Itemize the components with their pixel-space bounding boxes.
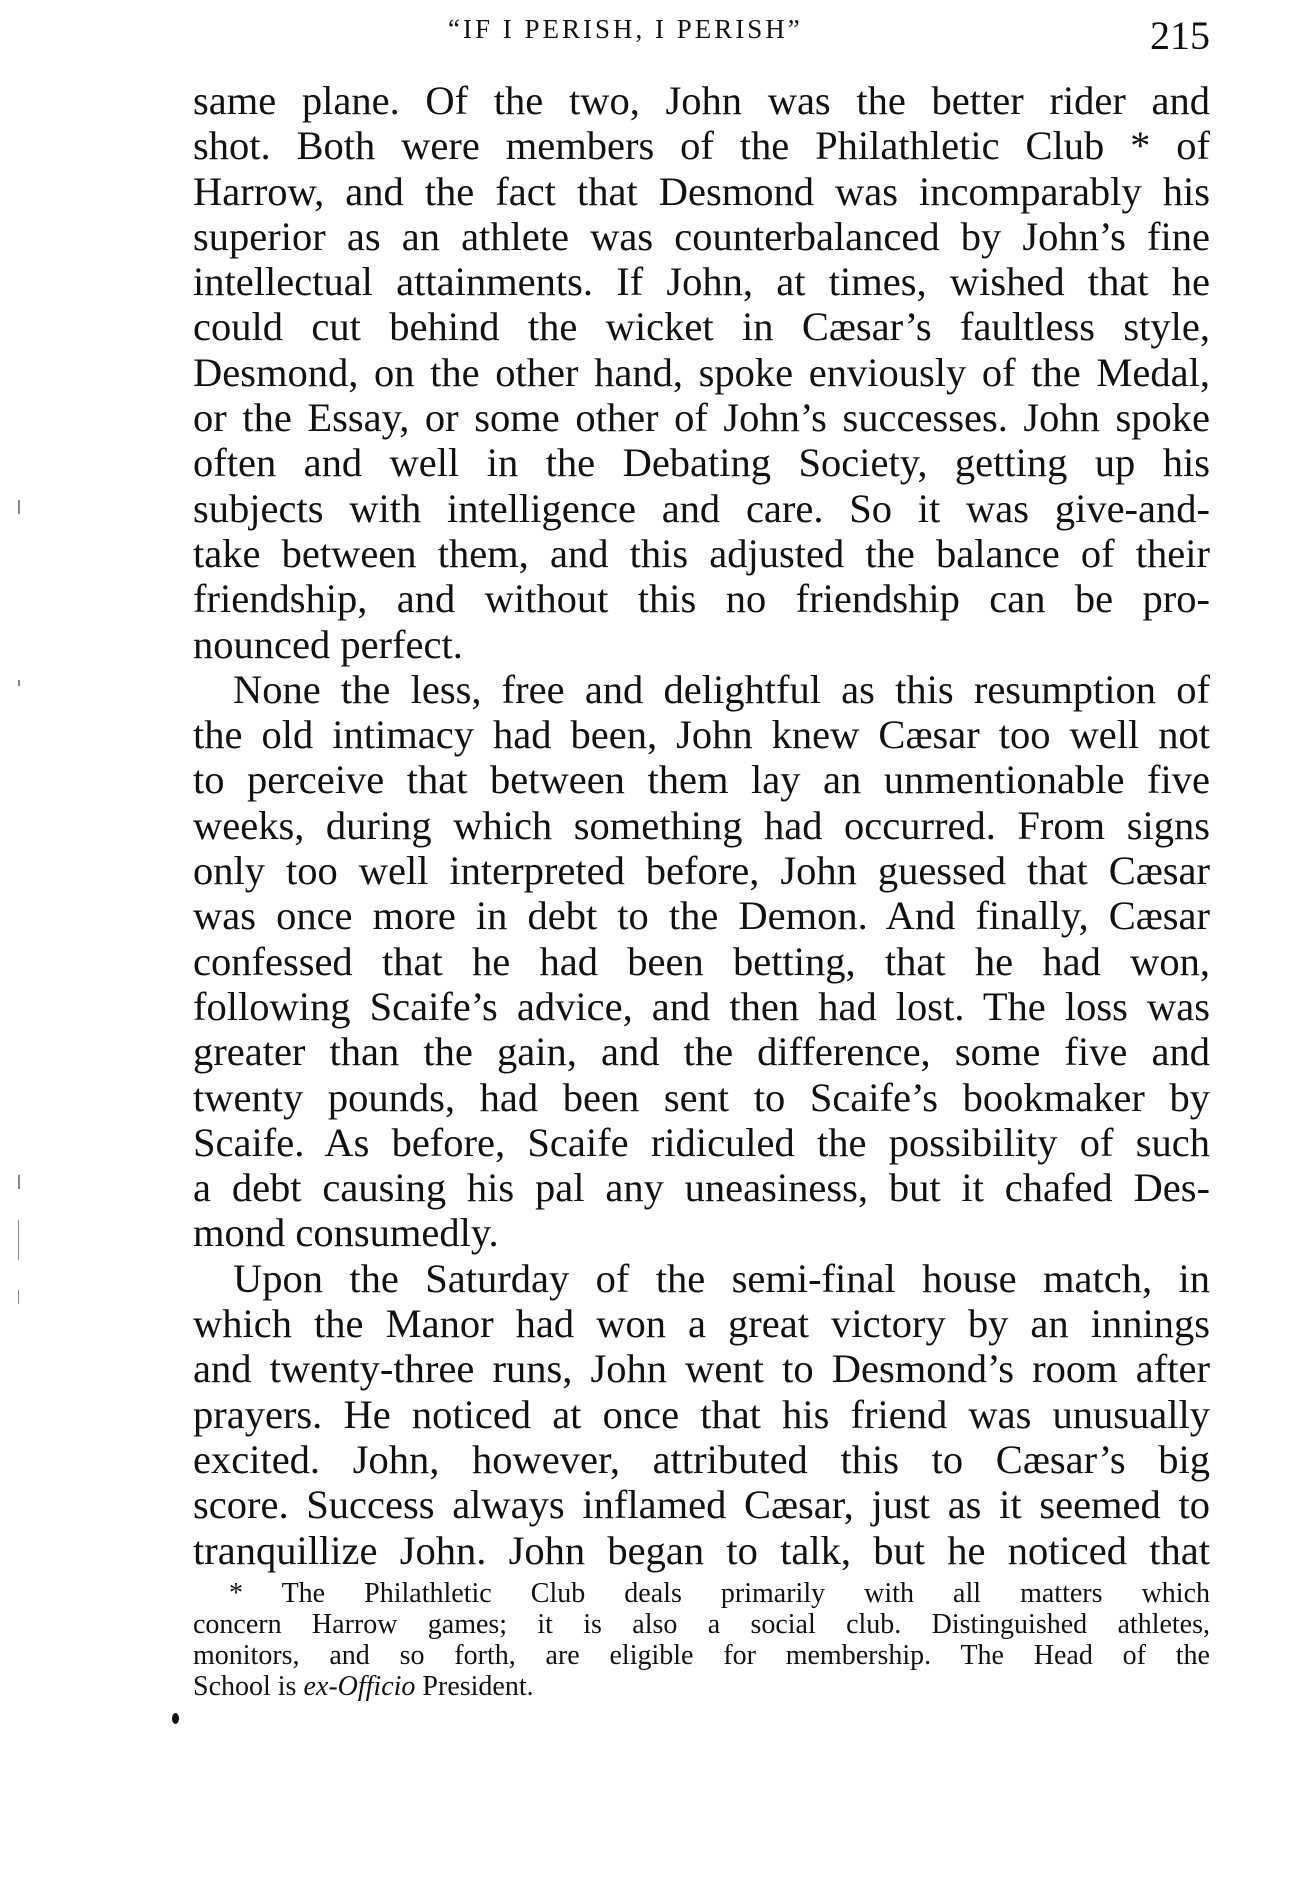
text-line: weeks, during which something had occurred. From signs	[193, 802, 1210, 848]
text-line: which the Manor had won a great victory by an innings	[193, 1301, 1210, 1347]
footnote-line: concern Harrow games; it is also a social club. Distinguished athletes,	[193, 1609, 1210, 1640]
text-line: excited. John, however, attributed this to Cæsar’s big	[193, 1436, 1210, 1482]
text-line: take between them, and this adjusted the balance of their	[193, 530, 1210, 576]
margin-mark	[18, 680, 20, 686]
text-line: intellectual attainments. If John, at times, wished that he	[193, 259, 1210, 305]
text-line: score. Success always inflamed Cæsar, just as it seemed to	[193, 1482, 1210, 1528]
text-line: superior as an athlete was counterbalanced by John’s fine	[193, 213, 1210, 259]
text-line: to perceive that between them lay an unmentionable five	[193, 757, 1210, 803]
text-line: a debt causing his pal any uneasiness, but it chafed Des-	[193, 1165, 1210, 1211]
footnote-line	[193, 1671, 1210, 1702]
margin-mark	[18, 1220, 19, 1260]
ink-dot	[172, 1713, 179, 1724]
text-line: None the less, free and delightful as this resumption of	[233, 666, 1210, 712]
text-line: greater than the gain, and the difference, some five and	[193, 1029, 1210, 1075]
text-line: the old intimacy had been, John knew Cæsar too well not	[193, 712, 1210, 758]
margin-mark	[18, 1290, 19, 1304]
text-line: Harrow, and the fact that Desmond was incomparably his	[193, 168, 1210, 214]
margin-mark	[18, 500, 20, 514]
footnote-text: President.	[415, 1671, 534, 1702]
text-line: prayers. He noticed at once that his friend was unusually	[193, 1391, 1210, 1437]
page-number: 215	[1150, 13, 1210, 58]
text-line: only too well interpreted before, John guessed that Cæsar	[193, 848, 1210, 894]
text-line: often and well in the Debating Society, getting up his	[193, 440, 1210, 486]
text-line: tranquillize John. John began to talk, but he noticed that	[193, 1527, 1210, 1573]
text-line: mond consumedly.	[193, 1210, 499, 1256]
footnote-italic-text: ex-Officio	[303, 1671, 416, 1702]
body-text	[193, 78, 1210, 1573]
footnote-line: monitors, and so forth, are eligible for membership. The Head of the	[193, 1640, 1210, 1671]
text-line: shot. Both were members of the Philathletic Club * of	[193, 123, 1210, 169]
text-line: Upon the Saturday of the semi-final house match, in	[233, 1255, 1210, 1301]
text-line: Scaife. As before, Scaife ridiculed the possibility of such	[193, 1119, 1210, 1165]
footnote	[193, 1578, 1210, 1702]
running-title: “IF I PERISH, I PERISH”	[448, 14, 803, 44]
text-line: friendship, and without this no friendship can be pro-	[193, 576, 1210, 622]
text-line: and twenty-three runs, John went to Desmond’s room after	[193, 1346, 1210, 1392]
text-line: confessed that he had been betting, that he had won,	[193, 938, 1210, 984]
text-line: nounced perfect.	[193, 621, 463, 667]
text-line: was once more in debt to the Demon. And finally, Cæsar	[193, 893, 1210, 939]
footnote-text: School is	[193, 1671, 304, 1702]
margin-mark	[18, 1175, 20, 1189]
footnote-line: * The Philathletic Club deals primarily with all matters which	[229, 1578, 1210, 1609]
text-line: subjects with intelligence and care. So it was give-and-	[193, 485, 1210, 531]
text-line: same plane. Of the two, John was the better rider and	[193, 78, 1210, 123]
text-line: could cut behind the wicket in Cæsar’s faultless style,	[193, 304, 1210, 350]
text-line: twenty pounds, had been sent to Scaife’s bookmaker by	[193, 1074, 1210, 1120]
text-line: or the Essay, or some other of John’s successes. John spoke	[193, 395, 1210, 441]
text-line: Desmond, on the other hand, spoke enviously of the Medal,	[193, 349, 1210, 395]
text-line: following Scaife’s advice, and then had lost. The loss was	[193, 983, 1210, 1029]
